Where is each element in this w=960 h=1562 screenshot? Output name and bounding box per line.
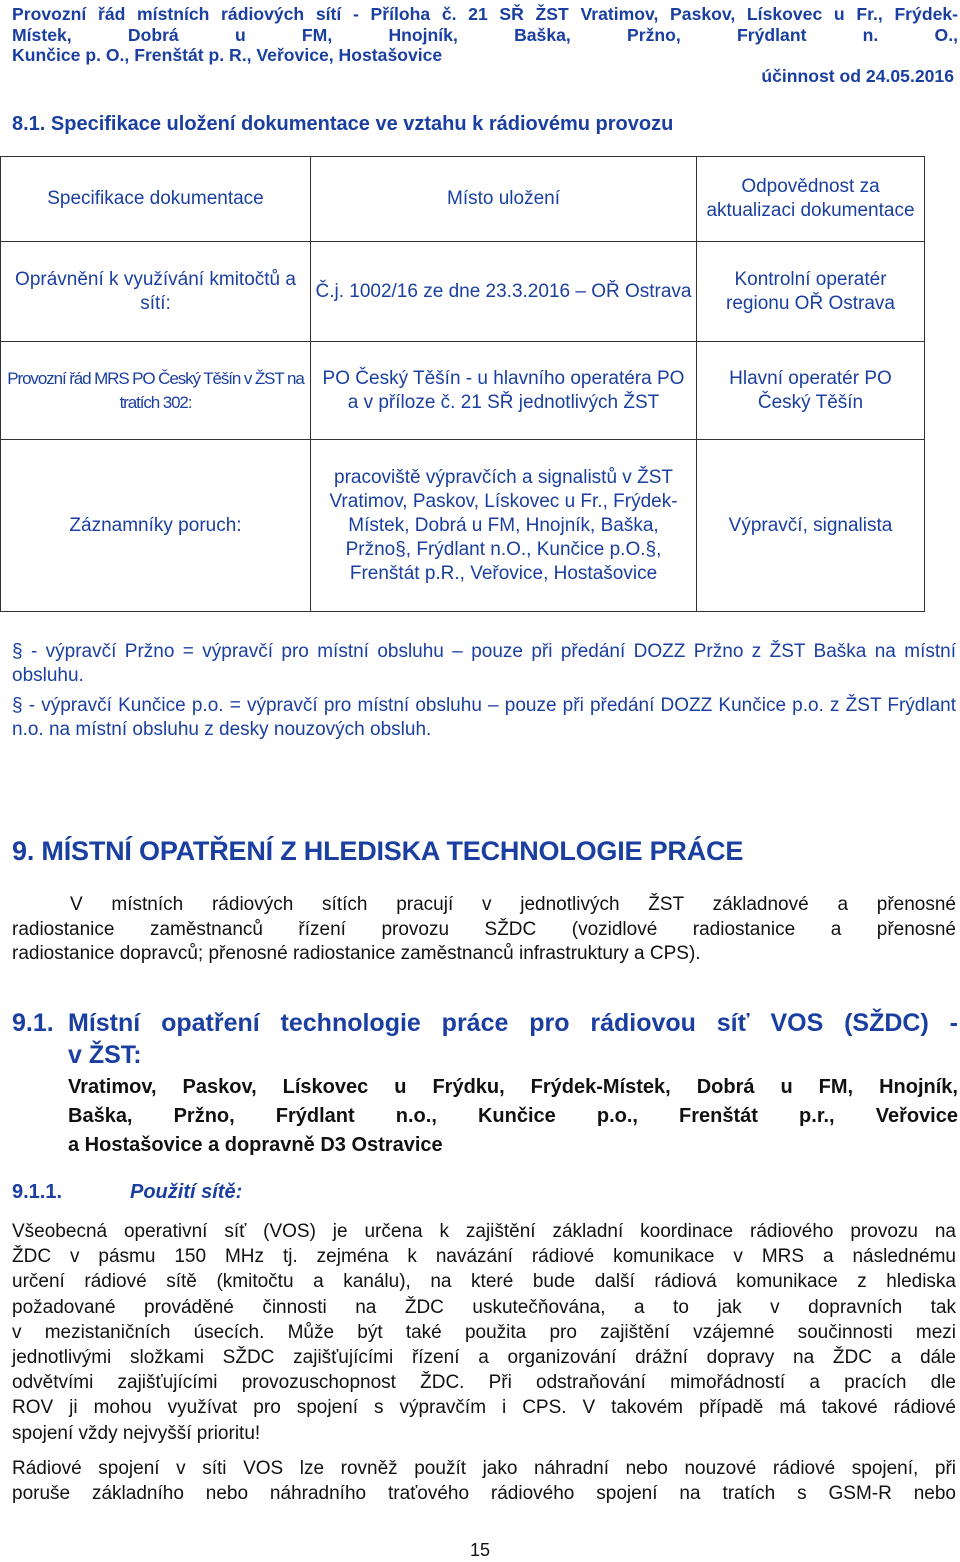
table-cell: Č.j. 1002/16 ze dne 23.3.2016 – OŘ Ostrava [311,242,697,342]
table-row [1,242,925,342]
header-line-2: Místek, Dobrá u FM, Hnojník, Baška, Pržno, Frýdlant n. O., [12,24,958,45]
table-cell: Kontrolní operatér regionu OŘ Ostrava [697,242,925,342]
section-9-1-1-heading [12,1181,242,1204]
table-cell: Provozní řád MRS PO Český Těšín v ŽST na tratích 302: [1,342,311,440]
text-line: poruše základního nebo náhradního traťového rádiového spojení na tratích s GSM-R nebo [12,1483,956,1505]
page-number: 15 [470,1540,491,1560]
text-line: Rádiové spojení v síti VOS lze rovněž použít jako náhradní nebo nouzové rádiové spojení, při [12,1457,956,1479]
text-line: V místních rádiových sítích pracují v jednotlivých ŽST základnové a přenosné [70,894,956,915]
text-line: radiostanice dopravců; přenosné radiostanice zaměstnanců infrastruktury a CPS). [12,943,701,964]
table-notes [12,640,956,748]
text-line: požadované prováděné činnosti na ŽDC uskutečňována, a to jak v dopravních tak [12,1296,956,1318]
table-cell: Záznamníky poruch: [1,440,311,612]
table-cell: Výpravčí, signalista [697,440,925,612]
table-header-cell: Místo uložení [311,157,697,242]
text-line: Vratimov, Paskov, Lískovec u Frýdku, Frýdek-Místek, Dobrá u FM, Hnojník, [68,1076,958,1098]
documentation-table [0,156,925,612]
text-line: jednotlivými složkami SŽDC zajišťujícími řízení a organizování drážní dopravy na ŽDC a dále [12,1347,956,1369]
section-number: 9.1. [12,1009,54,1037]
text-line: Všeobecná operativní síť (VOS) je určena k zajištění základní koordinace rádiového provozu na [12,1221,956,1242]
running-header [12,4,958,86]
heading-line [12,1007,958,1039]
table-row [1,440,925,612]
header-line-1: Provozní řád místních rádiových sítí - Příloha č. 21 SŘ ŽST Vratimov, Paskov, Lískovec u Fr., Frýdek- [12,4,958,24]
table-cell: pracoviště výpravčích a signalistů v ŽST Vratimov, Paskov, Lískovec u Fr., Frýdek-Místek, Dobrá u FM, Hnojník, Baška, Pržno§, Frýdlant n.O., Kunčice p.O.§, Frenštát p.R., Veřovice, Hostašovice [311,440,697,612]
section-9-1-heading [12,1007,958,1071]
text-line: odvětvími zajišťujícími provozuschopnost ŽDC. Při odstraňování mimořádností a pracích dle [12,1372,956,1394]
section-9-intro [12,893,956,967]
text-line: ROV ji mohou využívat pro spojení s výpravčím i CPS. V takovém případě má takové rádiové [12,1397,956,1419]
text-line: určení rádiové sítě (kmitočtu a kanálu), na které bude další rádiová komunikace z hlediska [12,1271,956,1293]
section-number: 9.1.1. [12,1181,63,1203]
text-line: a Hostašovice a dopravně D3 Ostravice [68,1134,443,1156]
text-line: spojení vždy nejvyšší prioritu! [12,1422,261,1444]
text-line: radiostanice zaměstnanců řízení provozu SŽDC (vozidlové radiostanice a přenosné [12,918,956,940]
table-row [1,342,925,440]
section-9-1-1-body [12,1219,956,1506]
heading-text: Místní opatření technologie práce pro rádiovou síť VOS (SŽDC) - [68,1009,958,1037]
text-line: Baška, Pržno, Frýdlant n.o., Kunčice p.o., Frenštát p.r., Veřovice [68,1105,958,1127]
table-cell: Oprávnění k využívání kmitočtů a sítí: [1,242,311,342]
section-8-1-heading: 8.1. Specifikace uložení dokumentace ve vztahu k rádiovému provozu [12,113,674,135]
station-list [68,1073,958,1160]
text-line: ŽDC v pásmu 150 MHz tj. zejména k navázání rádiové komunikace v MRS a následnému [12,1246,956,1268]
table-cell: PO Český Těšín - u hlavního operatéra PO a v příloze č. 21 SŘ jednotlivých ŽST [311,342,697,440]
table-header-cell: Specifikace dokumentace [1,157,311,242]
text-line: v mezistaničních úsecích. Může být také použita pro zajištění vzájemné součinnosti mezi [12,1321,956,1343]
heading-text: Použití sítě: [130,1181,243,1203]
table-cell: Hlavní operatér PO Český Těšín [697,342,925,440]
note-item: § - výpravčí Kunčice p.o. = výpravčí pro místní obsluhu – pouze při předání DOZZ Kunčice p.o. z ŽST Frýdlant n.o. na místní obsluhu z desky nouzových obsluh. [12,695,956,740]
table-header-cell: Odpovědnost za aktualizaci dokumentace [697,157,925,242]
header-line-3: Kunčice p. O., Frenštát p. R., Veřovice, Hostašovice [12,45,443,65]
table-header-row [1,157,925,242]
header-effective-date: účinnost od 24.05.2016 [761,65,954,86]
heading-line: v ŽST: [68,1041,142,1069]
note-item: § - výpravčí Pržno = výpravčí pro místní obsluhu – pouze při předání DOZZ Pržno z ŽST Baška na místní obsluhu. [12,641,956,686]
section-9-heading: 9. MÍSTNÍ OPATŘENÍ Z HLEDISKA TECHNOLOGIE PRÁCE [12,836,744,866]
